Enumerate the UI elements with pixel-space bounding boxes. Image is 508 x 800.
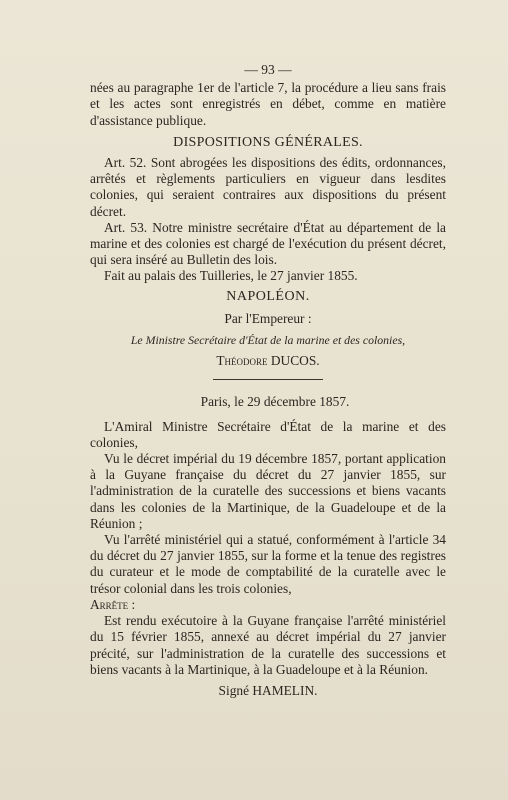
page-body (90, 62, 446, 699)
emperor-signature: NAPOLÉON. (226, 288, 310, 304)
date-line: Paris, le 29 décembre 1857. (200, 394, 350, 410)
executory-paragraph: Est rendu exécutoire à la Guyane française l'arrêté ministériel du 15 février 1855, annexé au décret impérial du 27 janvier précité, sur l'administration de la curatelle des successions et biens vacants à la Martinique, à la Guadeloupe et à la Réunion. (90, 613, 446, 677)
fait-line: Fait au palais des Tuilleries, le 27 janvier 1855. (104, 268, 358, 284)
vu-arrete: Vu l'arrêté ministériel qui a statué, conformément à l'article 34 du décret du 27 janvier 1855, sur la forme et la tenue des registres du curateur et le mode de comptabilité de la curatelle avec le trésor colonial dans les trois colonies, (90, 532, 446, 596)
article-53: Art. 53. Notre ministre secrétaire d'État au département de la marine et des colonies est chargé de l'exécution du présent décret, qui sera inséré au Bulletin des lois. (90, 219, 446, 268)
section-heading: DISPOSITIONS GÉNÉRALES. (173, 134, 363, 150)
minister-name: Théodore DUCOS. (216, 353, 320, 369)
minister-intro: L'Amiral Ministre Secrétaire d'État de la marine et des colonies, (90, 418, 446, 450)
signed-line: Signé HAMELIN. (218, 682, 318, 698)
vu-decree: Vu le décret impérial du 19 décembre 1857, portant application à la Guyane française du décret du 27 janvier 1855, sur l'administration de la curatelle des successions et biens vacants dans les colonies de la Martinique, de la Guadeloupe et de la Réunion ; (90, 451, 446, 531)
divider (213, 379, 323, 380)
minister-title: Le Ministre Secrétaire d'État de la marine et des colonies, (130, 333, 406, 348)
par-line: Par l'Empereur : (224, 310, 312, 326)
intro-paragraph: nées au paragraphe 1er de l'article 7, la procédure a lieu sans frais et les actes sont enregistrés en débet, comme en matière d'assistance publique. (90, 80, 446, 128)
article-52: Art. 52. Sont abrogées les dispositions des édits, ordonnances, arrêtés et règlements particuliers en vigueur dans lesdites colonies, qui seraient contraires aux dispositions du présent décret. (90, 155, 446, 219)
page-number: — 93 — (244, 62, 292, 77)
arrete-heading: Arrête : (90, 596, 136, 612)
